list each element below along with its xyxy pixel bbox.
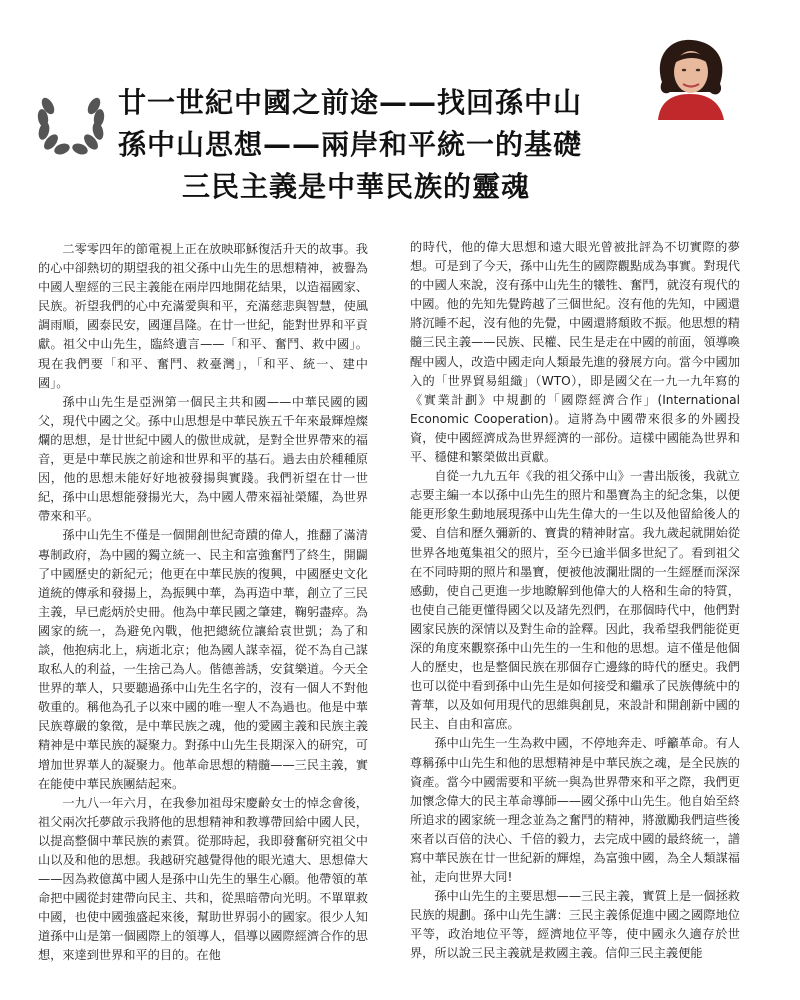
paragraph: 的時代，他的偉大思想和遠大眼光曾被批評為不切實際的夢想。可是到了今天，孫中山先生的國際觀點成為事實。對現代的中國人來說，沒有孫中山先生的犧牲、奮鬥，就沒有現代的中國。他的先知先覺跨越了三個世紀。沒有他的先知，中國還將沉睡不起，沒有他的先覺，中國還將頹敗不振。他思想的精髓三民主義——民族、民權、民生是走在中國的前面，領導喚醒中國人，改造中國走向人類最先進的發展方向。當今中國加入的「世界貿易組織」（WTO），即是國父在一九一九年寫的《實業計劃》中規劃的「國際經濟合作」(International Economic Cooperation)。這將為中國帶來很多的外國投資，使中國經濟成為世界經濟的一部份。這樣中國能為世界和平、穩健和繁榮做出貢獻。 xyxy=(410,240,740,465)
title-line-1: 廿一世紀中國之前途——找回孫中山 xyxy=(118,86,583,119)
paragraph: 一九八一年六月，在我參加祖母宋慶齡女士的悼念會後，祖父兩次托夢啟示我將他的思想精神和教導帶回給中國人民，以提高整個中華民族的素質。從那時起，我即發奮研究祖父中山以及和他的思想。我越研究越覺得他的眼光遠大、思想偉大——因為救億萬中國人是孫中山先生的畢生心願。他帶領的革命把中國從封建帶向民主、共和，從黑暗帶向光明。不單單救中國，也使中國強盛起來後，幫助世界弱小的國家。很少人知道孫中山是第一個國際上的領導人，倡導以國際經濟合作的思想，來達到世界和平的目的。在他 xyxy=(38,795,368,963)
article-column-left xyxy=(38,240,368,990)
paragraph: 孫中山先生不僅是一個開創世紀奇蹟的偉人，推翻了滿清專制政府，為中國的獨立統一、民主和富強奮鬥了終生，開闢了中國歷史的新紀元；他更在中華民族的復興，中國歷史文化道統的傳承和發揚上，為振興中華，為再造中華，創立了三民主義，早已彪炳於史冊。他為中華民國之肇建，鞠躬盡瘁。為國家的統一，為避免內戰，他把總統位讓給袁世凱；為了和談，他抱病北上，病逝北京；他為國人謀幸福，從不為自己謀取私人的利益，一生捨己為人。偕德善誘，安貧樂道。今天全世界的華人，只要聽過孫中山先生名字的，沒有一個人不對他敬重的。稱他為孔子以來中國的唯一聖人不為過也。他是中華民族尊嚴的象徵，是中華民族之魂，他的愛國主義和民族主義精神是中華民族的凝聚力。對孫中山先生長期深入的研究，可增加世界華人的凝聚力。他革命思想的精髓——三民主義，實在能使中華民族團結起來。 xyxy=(38,528,368,791)
paragraph: 自從一九九五年《我的祖父孫中山》一書出版後，我就立志要主編一本以孫中山先生的照片和墨寶為主的紀念集，以便能更形象生動地展現孫中山先生偉大的一生以及他留給後人的愛、自信和歷久彌新的、寶貴的精神財富。我九歲起就開始從世界各地蒐集祖父的照片，至今已逾半個多世紀了。看到祖父在不同時期的照片和墨寶，便被他波瀾壯闊的一生經歷而深深感動，使自己更進一步地瞭解到他偉大的人格和生命的特質，也使自己能更懂得國父以及諸先烈們，在那個時代中，他們對國家民族的深情以及對生命的詮釋。因此，我希望我們能從更深的角度來觀察孫中山先生的一生和他的思想。這不僅是他個人的歷史，也是整個民族在那個存亡邊緣的時代的歷史。我們也可以從中看到孫中山先生是如何接受和繼承了民族傳統中的菁華，以及如何用現代的思維與創見，來設計和開創新中國的民主、自由和富庶。 xyxy=(410,469,740,732)
laurel-wreath-icon xyxy=(34,84,108,158)
paragraph: 孫中山先生的主要思想——三民主義，實質上是一個拯救民族的規劃。孫中山先生講：三民主義係促進中國之國際地位平等，政治地位平等，經濟地位平等，使中國永久適存於世界，所以說三民主義就是救國主義。信仰三民主義便能 xyxy=(410,889,740,961)
title-line-2: 孫中山思想——兩岸和平統一的基礎 xyxy=(118,128,583,161)
paragraph: 孫中山先生一生為救中國，不停地奔走、呼籲革命。有人尊稱孫中山先生和他的思想精神是中華民族之魂，是全民族的資產。當今中國需要和平統一與為世界帶來和平之際，我們更加懷念偉大的民主革命導師——國父孫中山先生。他自始至終所追求的國家統一理念並為之奮鬥的精神，將激勵我們這些後來者以百倍的決心、千倍的毅力，去完成中國的最終統一，譜寫中華民族在廿一世紀新的輝煌，為富強中國，為全人類謀福祉，走向世界大同! xyxy=(410,736,740,885)
title-block xyxy=(118,82,678,208)
paragraph: 二零零四年的節電視上正在放映耶穌復活升天的故事。我的心中卻熱切的期望我的祖父孫中山先生的思想精神，被譽為中國人聖經的三民主義能在兩岸四地開花結果，以造福國家、民族。祈望我們的心中充滿愛與和平，充滿慈悲與智慧，使風調雨順，國泰民安，國運昌隆。在廿一世紀，能對世界和平貢獻。祖父中山先生，臨終遺言——「和平、奮鬥、救中國」。現在我們要「和平、奮鬥、救臺灣」，「和平、統一、建中國」。 xyxy=(38,242,368,390)
title-line-3: 三民主義是中華民族的靈魂 xyxy=(182,170,531,203)
article-column-right xyxy=(410,238,740,988)
paragraph: 孫中山先生是亞洲第一個民主共和國——中華民國的國父，現代中國之父。孫中山思想是中華民族五千年來最輝煌燦爛的思想，是廿世紀中國人的傲世成就，是對全世界帶來的福音，更是中華民族之前途和世界和平的基石。過去由於種種原因，他的思想未能好好地被發揚與實踐。我們祈望在廿一世紀，孫中山思想能發揚光大，為中國人帶來福祉榮耀，為世界帶來和平。 xyxy=(38,394,368,524)
